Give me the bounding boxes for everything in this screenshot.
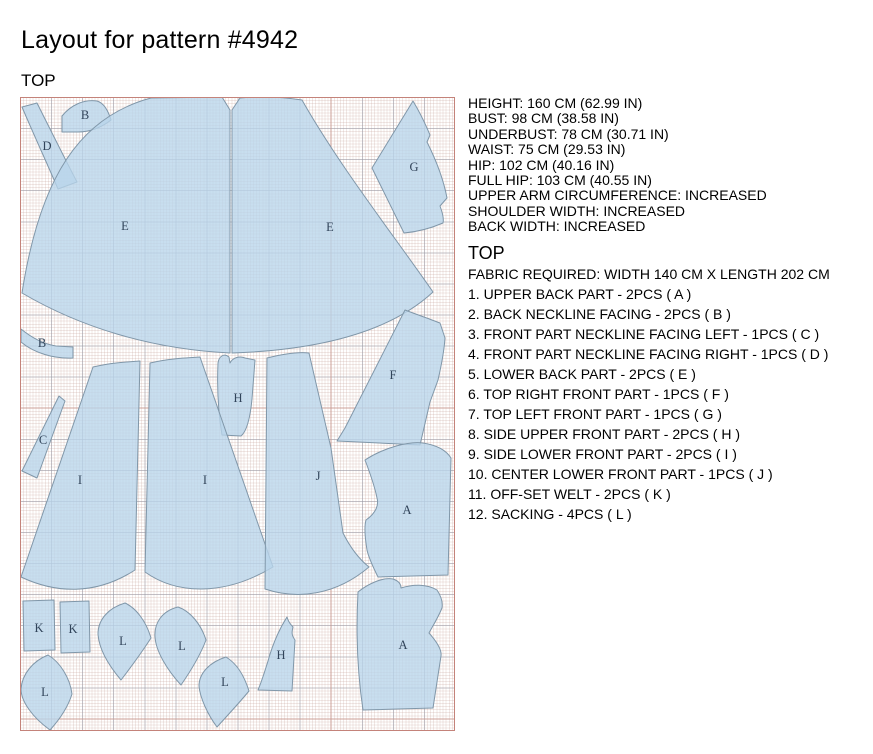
pieces-list: [468, 284, 870, 524]
piece-list-item: 3. FRONT PART NECKLINE FACING LEFT - 1PCS ( C ): [468, 325, 820, 342]
piece-letter: I: [77, 473, 83, 487]
piece-list-item: 11. OFF-SET WELT - 2PCS ( K ): [468, 485, 671, 502]
piece-letter: A: [398, 638, 408, 652]
piece-l-sacking-4: [199, 657, 249, 727]
fabric-required-line: FABRIC REQUIRED: WIDTH 140 CM X LENGTH 202 CM: [468, 265, 830, 282]
piece-letter: L: [221, 675, 229, 689]
measurements-list: [468, 96, 870, 235]
pieces-fill-group: [21, 97, 451, 730]
piece-list-item: 5. LOWER BACK PART - 2PCS ( E ): [468, 365, 696, 382]
section-label-top: TOP: [21, 71, 56, 90]
piece-letter: B: [37, 336, 47, 350]
piece-letter: G: [409, 160, 419, 174]
measurement-line: BACK WIDTH: INCREASED: [468, 218, 646, 235]
piece-list-item: 7. TOP LEFT FRONT PART - 1PCS ( G ): [468, 405, 722, 422]
piece-list-item: 2. BACK NECKLINE FACING - 2PCS ( B ): [468, 305, 731, 322]
piece-letter: K: [68, 622, 78, 636]
piece-letter: H: [233, 391, 243, 405]
measurement-line: HIP: 102 CM (40.16 IN): [468, 156, 615, 173]
piece-letter: E: [121, 219, 129, 233]
piece-list-item: 12. SACKING - 4PCS ( L ): [468, 505, 632, 522]
piece-list-item: 9. SIDE LOWER FRONT PART - 2PCS ( I ): [468, 445, 737, 462]
measurement-line: UNDERBUST: 78 CM (30.71 IN): [468, 125, 669, 142]
piece-letter: L: [178, 639, 186, 653]
piece-b-back-neckline-2: [21, 329, 73, 358]
measurement-line: UPPER ARM CIRCUMFERENCE: INCREASED: [468, 187, 767, 204]
measurement-line: SHOULDER WIDTH: INCREASED: [468, 202, 686, 219]
piece-list-item: 6. TOP RIGHT FRONT PART - 1PCS ( F ): [468, 385, 729, 402]
piece-letter: E: [326, 220, 334, 234]
piece-letter: B: [80, 108, 90, 122]
piece-letter: D: [42, 139, 52, 153]
piece-letter: L: [119, 634, 127, 648]
piece-letter: H: [276, 648, 286, 662]
pieces-stroke-group: [21, 97, 451, 730]
piece-list-item: 10. CENTER LOWER FRONT PART - 1PCS ( J ): [468, 465, 773, 482]
details-heading-top: TOP: [468, 242, 505, 263]
measurement-line: WAIST: 75 CM (29.53 IN): [468, 141, 626, 158]
pattern-layout-diagram: [20, 97, 455, 731]
piece-list-item: 8. SIDE UPPER FRONT PART - 2PCS ( H ): [468, 425, 741, 442]
piece-letter: I: [202, 473, 208, 487]
piece-letter: L: [41, 685, 49, 699]
piece-letter: C: [38, 433, 48, 447]
measurement-line: FULL HIP: 103 CM (40.55 IN): [468, 172, 652, 189]
piece-i-side-lower-front-2: [145, 357, 273, 589]
piece-letter: A: [402, 503, 412, 517]
piece-letter: F: [389, 368, 397, 382]
details-panel: [468, 96, 870, 524]
measurement-line: HEIGHT: 160 CM (62.99 IN): [468, 95, 643, 111]
pattern-layout-svg: [20, 97, 455, 731]
piece-list-item: 1. UPPER BACK PART - 2PCS ( A ): [468, 285, 692, 302]
piece-letter: K: [34, 621, 44, 635]
piece-list-item: 4. FRONT PART NECKLINE FACING RIGHT - 1PCS ( D ): [468, 345, 829, 362]
piece-letter: J: [315, 469, 321, 483]
measurement-line: BUST: 98 CM (38.58 IN): [468, 110, 619, 127]
page-title: Layout for pattern #4942: [21, 26, 299, 54]
